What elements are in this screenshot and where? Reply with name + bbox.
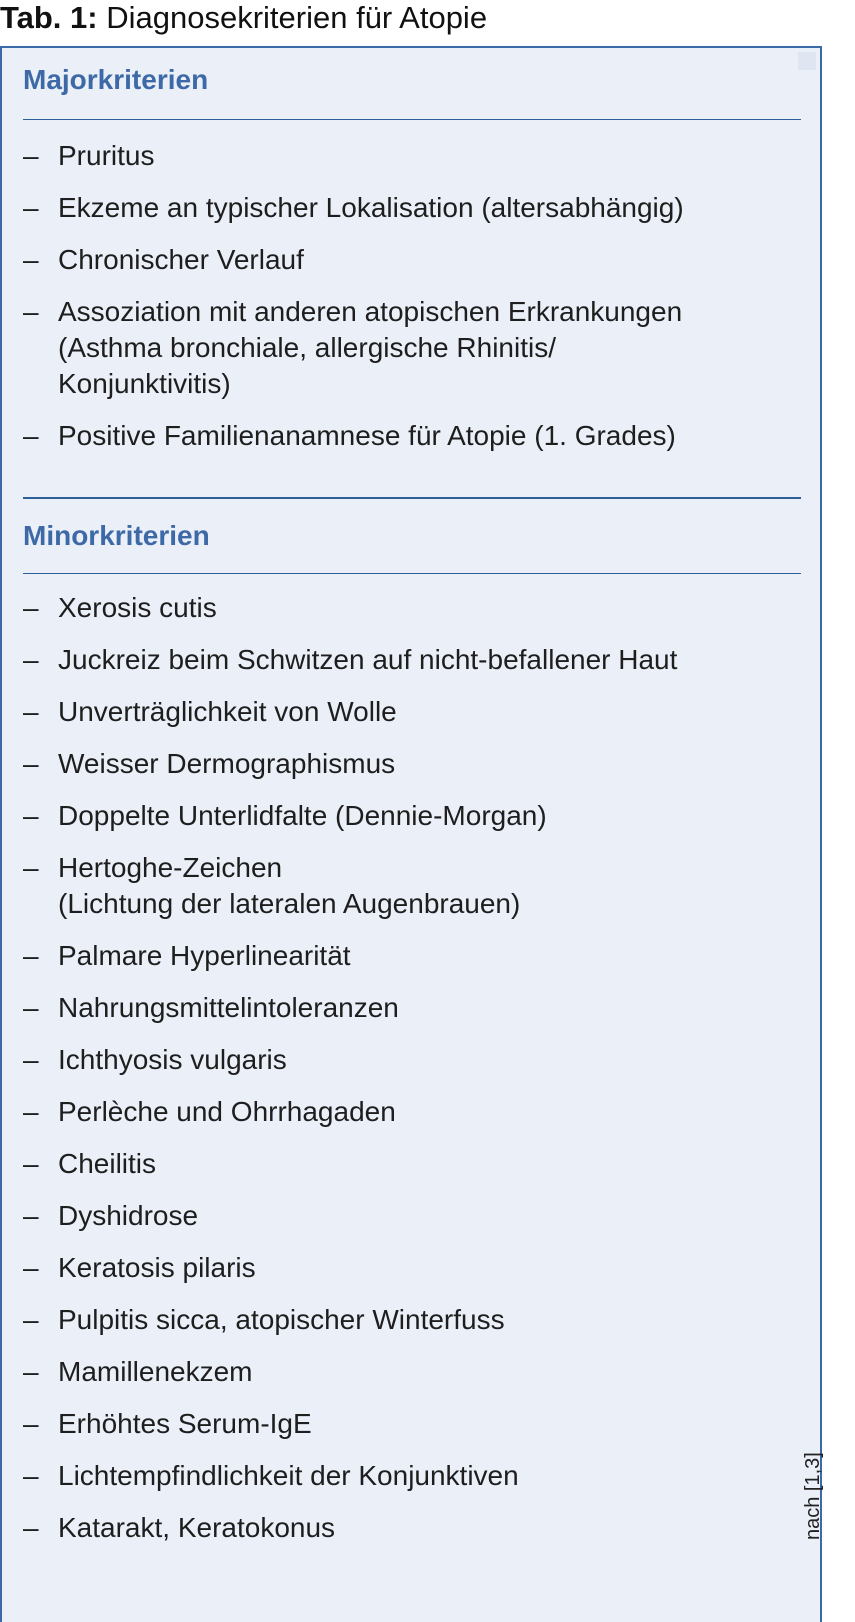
minor-criterion-item: – Nahrungsmittelintoleranzen	[23, 990, 803, 1026]
minor-criterion-item: – Lichtempfindlichkeit der Konjunktiven	[23, 1458, 803, 1494]
major-criteria-list	[23, 138, 803, 470]
table-title	[0, 0, 487, 40]
minor-criteria-heading: Minorkriterien	[23, 520, 210, 551]
minor-criterion-item: – Katarakt, Keratokonus	[23, 1510, 803, 1546]
minor-criterion-item: – Dyshidrose	[23, 1198, 803, 1234]
table-number: Tab. 1:	[0, 0, 98, 35]
minor-criterion-item: – Pulpitis sicca, atopischer Winterfuss	[23, 1302, 803, 1338]
minor-criterion-item: – Hertoghe-Zeichen (Lichtung der lateralen Augenbrauen)	[23, 850, 803, 922]
minor-criterion-item: – Ichthyosis vulgaris	[23, 1042, 803, 1078]
major-criterion-item: – Assoziation mit anderen atopischen Erkrankungen (Asthma bronchiale, allergische Rhinitis/ Konjunktivitis)	[23, 294, 803, 402]
minor-criterion-item: – Mamillenekzem	[23, 1354, 803, 1390]
table-caption: Diagnosekriterien für Atopie	[106, 0, 488, 35]
minor-criterion-item: – Unverträglichkeit von Wolle	[23, 694, 803, 730]
minor-criterion-item: – Cheilitis	[23, 1146, 803, 1182]
major-criterion-item: – Pruritus	[23, 138, 803, 174]
major-criterion-item: – Ekzeme an typischer Lokalisation (altersabhängig)	[23, 190, 803, 226]
major-criterion-item: – Positive Familienanamnese für Atopie (1. Grades)	[23, 418, 803, 454]
minor-criterion-item: – Palmare Hyperlinearität	[23, 938, 803, 974]
minor-criterion-item: – Keratosis pilaris	[23, 1250, 803, 1286]
major-criterion-item: – Chronischer Verlauf	[23, 242, 803, 278]
major-heading-divider	[23, 119, 801, 120]
major-criteria-heading: Majorkriterien	[23, 64, 209, 95]
minor-criterion-item: – Xerosis cutis	[23, 590, 803, 626]
minor-heading-divider	[23, 573, 801, 574]
minor-criteria-list	[23, 590, 803, 1562]
minor-criterion-item: – Erhöhtes Serum-IgE	[23, 1406, 803, 1442]
minor-criterion-item: – Perlèche und Ohrrhagaden	[23, 1094, 803, 1130]
minor-criterion-item: – Juckreiz beim Schwitzen auf nicht-befallener Haut	[23, 642, 803, 678]
corner-mark	[798, 52, 816, 70]
minor-criterion-item: – Doppelte Unterlidfalte (Dennie-Morgan)	[23, 798, 803, 834]
source-note: nach [1,3]	[802, 1452, 824, 1540]
section-divider	[23, 497, 801, 499]
minor-criterion-item: – Weisser Dermographismus	[23, 746, 803, 782]
